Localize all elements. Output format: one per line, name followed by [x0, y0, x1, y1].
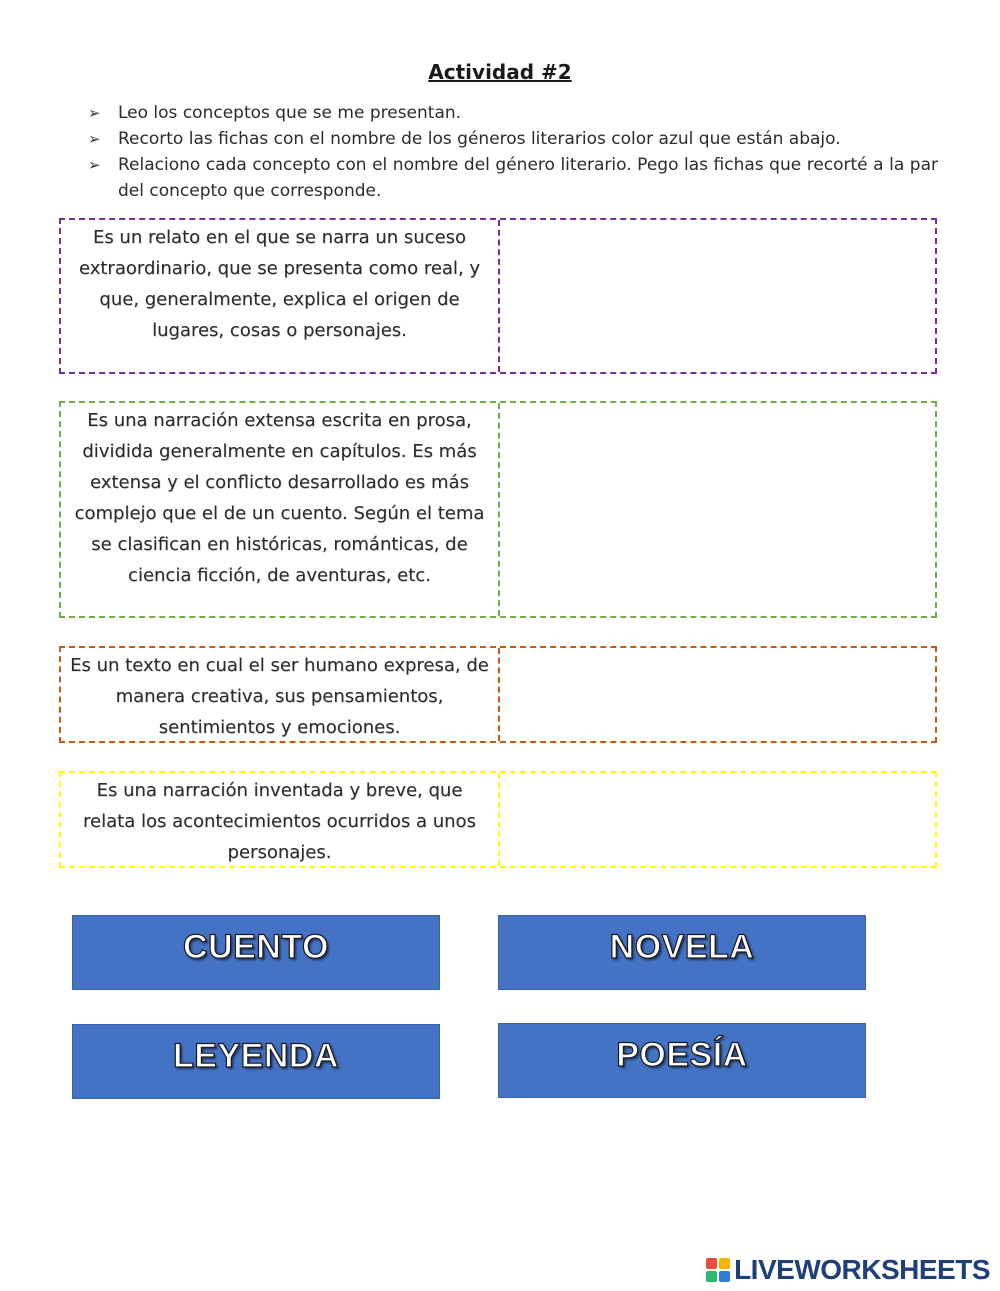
answer-drop-zone[interactable]	[500, 773, 935, 866]
activity-title: Actividad #2	[428, 60, 572, 84]
instruction-item: ➢ Leo los conceptos que se me presentan.	[88, 100, 938, 126]
concept-row-novel	[59, 401, 937, 618]
instruction-item: ➢ Recorto las fichas con el nombre de los géneros literarios color azul que están abajo.	[88, 126, 938, 152]
instructions-list	[88, 100, 938, 204]
concept-row-legend	[59, 218, 937, 374]
answer-drop-zone[interactable]	[500, 220, 935, 372]
brand-name: LIVEWORKSHEETS	[734, 1254, 990, 1285]
liveworksheets-logo-icon	[706, 1258, 730, 1282]
logo-square	[719, 1271, 730, 1282]
concept-definition: Es una narración extensa escrita en prosa, dividida generalmente en capítulos. Es más extensa y el conflicto desarrollado es más complejo que el de un cuento. Según el tema se clasifican en históricas, románticas, de ciencia ficción, de aventuras, etc.	[61, 403, 500, 616]
card-poesia[interactable]: POESÍA	[498, 1023, 866, 1098]
answer-drop-zone[interactable]	[500, 648, 935, 741]
logo-square	[706, 1271, 717, 1282]
concept-definition: Es un texto en cual el ser humano expresa, de manera creativa, sus pensamientos, sentimientos y emociones.	[61, 648, 500, 741]
card-cuento[interactable]: CUENTO	[72, 915, 440, 990]
logo-square	[719, 1258, 730, 1269]
concept-definition: Es una narración inventada y breve, que relata los acontecimientos ocurridos a unos personajes.	[61, 773, 500, 866]
answer-drop-zone[interactable]	[500, 403, 935, 616]
card-novela[interactable]: NOVELA	[498, 915, 866, 990]
logo-square	[706, 1258, 717, 1269]
liveworksheets-brand	[706, 1254, 990, 1286]
concept-row-poetry	[59, 646, 937, 743]
concept-row-story	[59, 771, 937, 868]
card-leyenda[interactable]: LEYENDA	[72, 1024, 440, 1099]
instruction-item: ➢ Relaciono cada concepto con el nombre del género literario. Pego las fichas que recorté a la par del concepto que corresponde.	[88, 152, 938, 204]
concept-definition: Es un relato en el que se narra un suceso extraordinario, que se presenta como real, y que, generalmente, explica el origen de lugares, cosas o personajes.	[61, 220, 500, 372]
